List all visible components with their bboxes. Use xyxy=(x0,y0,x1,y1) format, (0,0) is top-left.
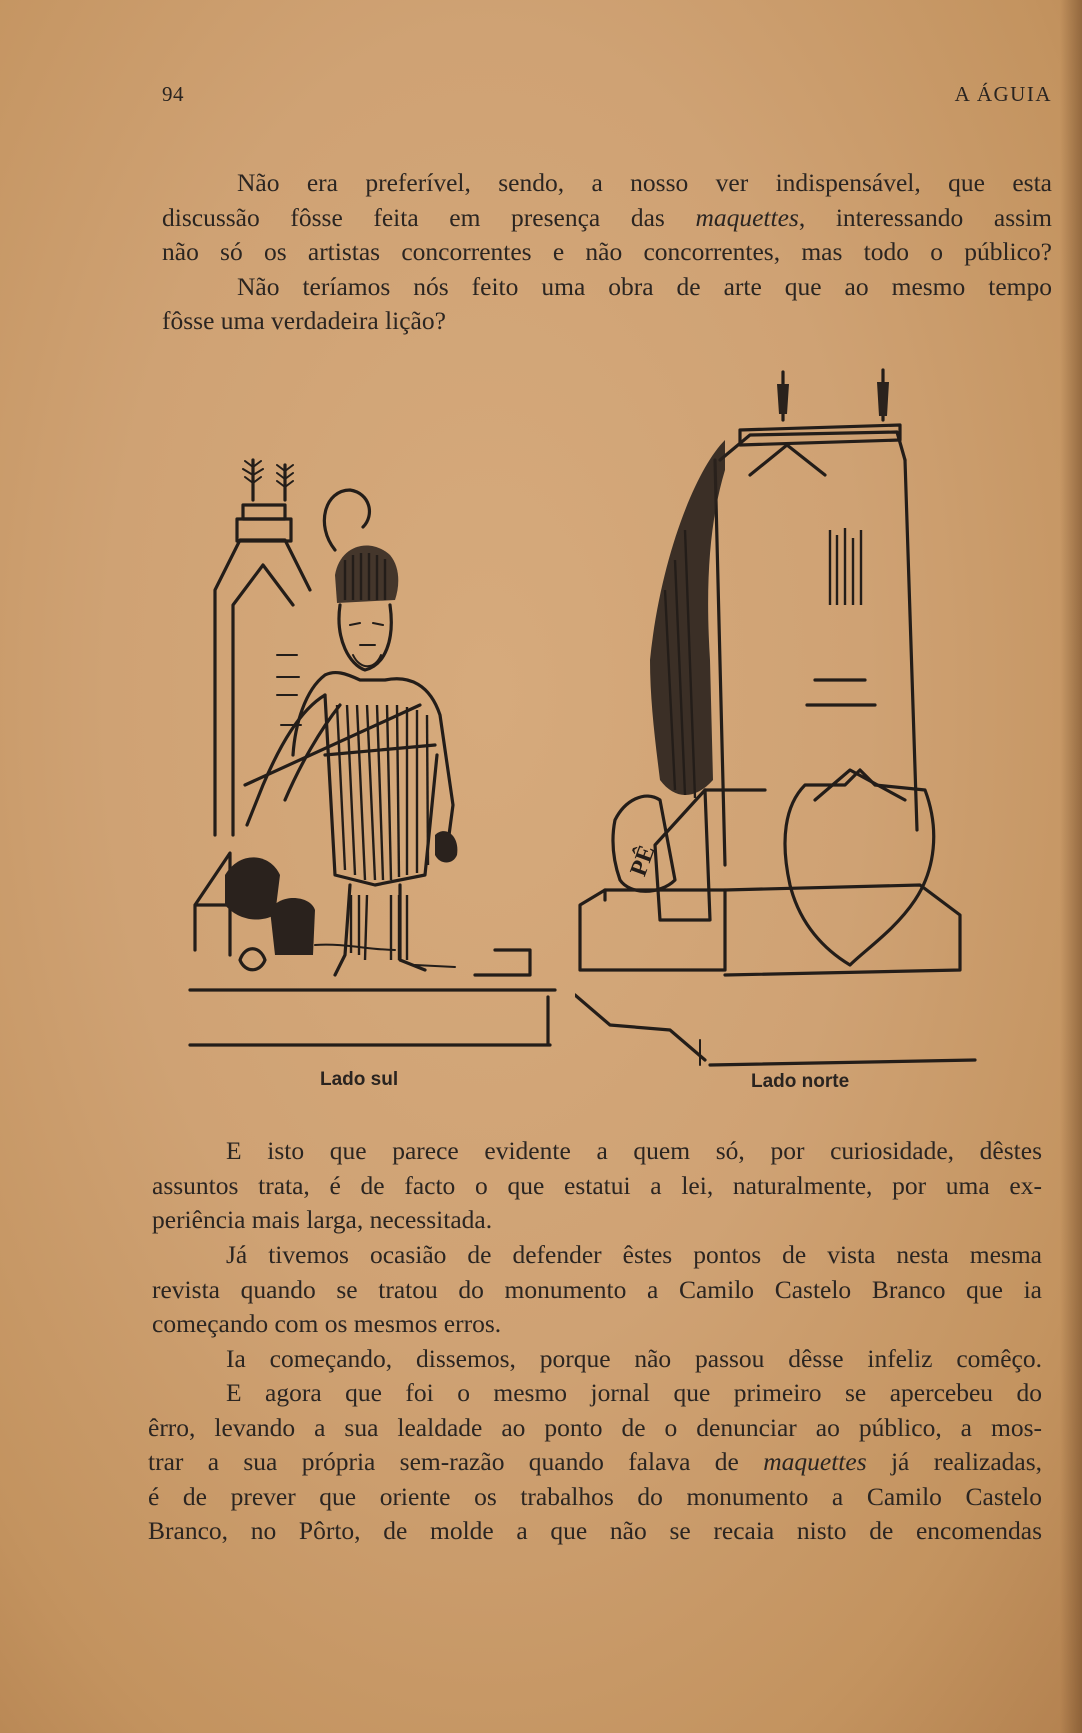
page-number: 94 xyxy=(162,82,184,106)
text-line: não só os artistas concorrentes e não concorrentes, mas todo o público? xyxy=(162,237,1052,266)
text-line: Ia começando, dissemos, porque não passou dêsse infeliz comêço. xyxy=(226,1344,1042,1373)
paragraph-2 xyxy=(152,1134,1042,1238)
text-line: discussão fôsse feita em presença das maquettes, interessando assim xyxy=(162,202,1052,232)
text-line: é de prever que oriente os trabalhos do monumento a Camilo Castelo xyxy=(148,1481,1042,1511)
text-line: revista quando se tratou do monumento a Camilo Castelo Branco que ia xyxy=(152,1274,1042,1304)
text-line: E agora que foi o mesmo jornal que primeiro se apercebeu do xyxy=(226,1378,1042,1407)
text-line: êrro, levando a sua lealdade ao ponto de o denunciar ao público, a mos- xyxy=(148,1412,1042,1442)
paragraph-1 xyxy=(162,166,1052,339)
caption-lado-sul: Lado sul xyxy=(320,1069,399,1090)
text-line: Branco, no Pôrto, de molde a que não se recaia nisto de encomendas xyxy=(148,1516,1042,1545)
text-line: Não era preferível, sendo, a nosso ver indispensável, que esta xyxy=(237,168,1052,197)
running-title: A ÁGUIA xyxy=(954,82,1052,106)
page-edge-shadow xyxy=(1060,0,1082,1733)
text-line: E isto que parece evidente a quem só, por curiosidade, dêstes xyxy=(226,1136,1042,1165)
text-line: começando com os mesmos erros. xyxy=(152,1309,502,1338)
paragraph-3 xyxy=(152,1238,1042,1342)
caption-lado-norte: Lado norte xyxy=(751,1071,850,1092)
text-line: trar a sua própria sem-razão quando falava de maquettes já realizadas, xyxy=(148,1447,1043,1476)
illustration-lado-norte xyxy=(575,360,1035,1070)
text-line: Já tivemos ocasião de defender êstes pontos de vista nesta mesma xyxy=(226,1240,1042,1269)
text-line: fôsse uma verdadeira lição? xyxy=(162,306,446,335)
paragraph-4 xyxy=(152,1342,1042,1377)
paragraph-5 xyxy=(148,1376,1042,1549)
inscription-pe: PÊ xyxy=(625,841,661,880)
text-line: Não teríamos nós feito uma obra de arte que ao mesmo tempo xyxy=(237,271,1052,301)
text-line: assuntos trata, é de facto o que estatui a lei, naturalmente, por uma ex- xyxy=(152,1170,1042,1200)
illustration-lado-sul xyxy=(185,455,565,1055)
text-line: periência mais larga, necessitada. xyxy=(152,1205,493,1234)
